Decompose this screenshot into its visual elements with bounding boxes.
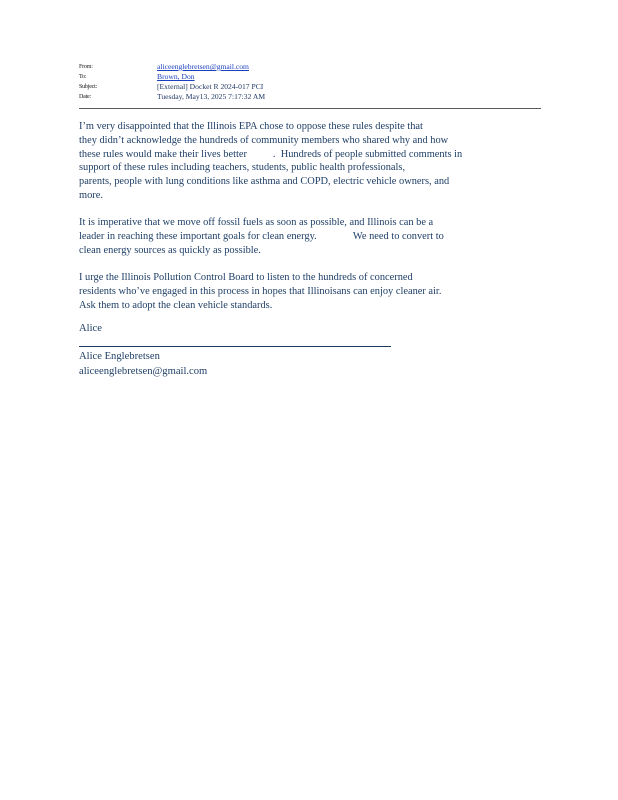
email-header <box>79 62 549 102</box>
header-divider <box>79 108 541 109</box>
header-row-subject <box>79 82 549 92</box>
header-row-date <box>79 92 549 102</box>
body-line: these rules would make their lives better . Hundreds of people submitted comments in <box>79 148 463 160</box>
body-line: support of these rules including teachers, students, public health professionals, <box>79 162 406 174</box>
from-email-link[interactable]: aliceenglebretsen@gmail.com <box>157 62 249 71</box>
email-body <box>79 120 549 326</box>
header-row-to <box>79 72 549 82</box>
body-line: I urge the Illinois Pollution Control Board to listen to the hundreds of concerned <box>79 272 413 284</box>
to-label: To: <box>79 74 87 80</box>
body-paragraph-2 <box>79 216 549 257</box>
body-line: Ask them to adopt the clean vehicle standards. <box>79 299 273 311</box>
date-label: Date: <box>79 94 91 100</box>
body-line: parents, people with lung conditions like asthma and COPD, electric vehicle owners, and <box>79 176 450 188</box>
body-paragraph-3 <box>79 271 549 312</box>
body-line: they didn’t acknowledge the hundreds of community members who shared why and how <box>79 134 449 146</box>
subject-label: Subject: <box>79 84 98 90</box>
date-value: Tuesday, May13, 2025 7:17:32 AM <box>157 92 266 101</box>
signature-divider <box>79 346 391 347</box>
signature-email: aliceenglebretsen@gmail.com <box>79 366 208 377</box>
body-line: It is imperative that we move off fossil fuels as soon as possible, and Illinois can be a <box>79 217 434 229</box>
body-line: leader in reaching these important goals for clean energy. We need to convert to <box>79 231 444 243</box>
to-recipient-link[interactable]: Brown, Don <box>157 72 195 81</box>
subject-value: [External] Docket R 2024-017 PCI <box>157 82 264 91</box>
body-paragraph-1 <box>79 120 549 203</box>
body-line: more. <box>79 189 103 201</box>
body-line: clean energy sources as quickly as possible. <box>79 244 261 256</box>
from-label: From: <box>79 64 93 70</box>
header-row-from <box>79 62 549 72</box>
signature-first-name: Alice <box>79 323 102 334</box>
body-line: residents who’ve engaged in this process in hopes that Illinoisans can enjoy cleaner air. <box>79 285 442 297</box>
body-line: I’m very disappointed that the Illinois EPA chose to oppose these rules despite that <box>79 121 423 132</box>
signature-full-name: Alice Englebretsen <box>79 351 160 362</box>
